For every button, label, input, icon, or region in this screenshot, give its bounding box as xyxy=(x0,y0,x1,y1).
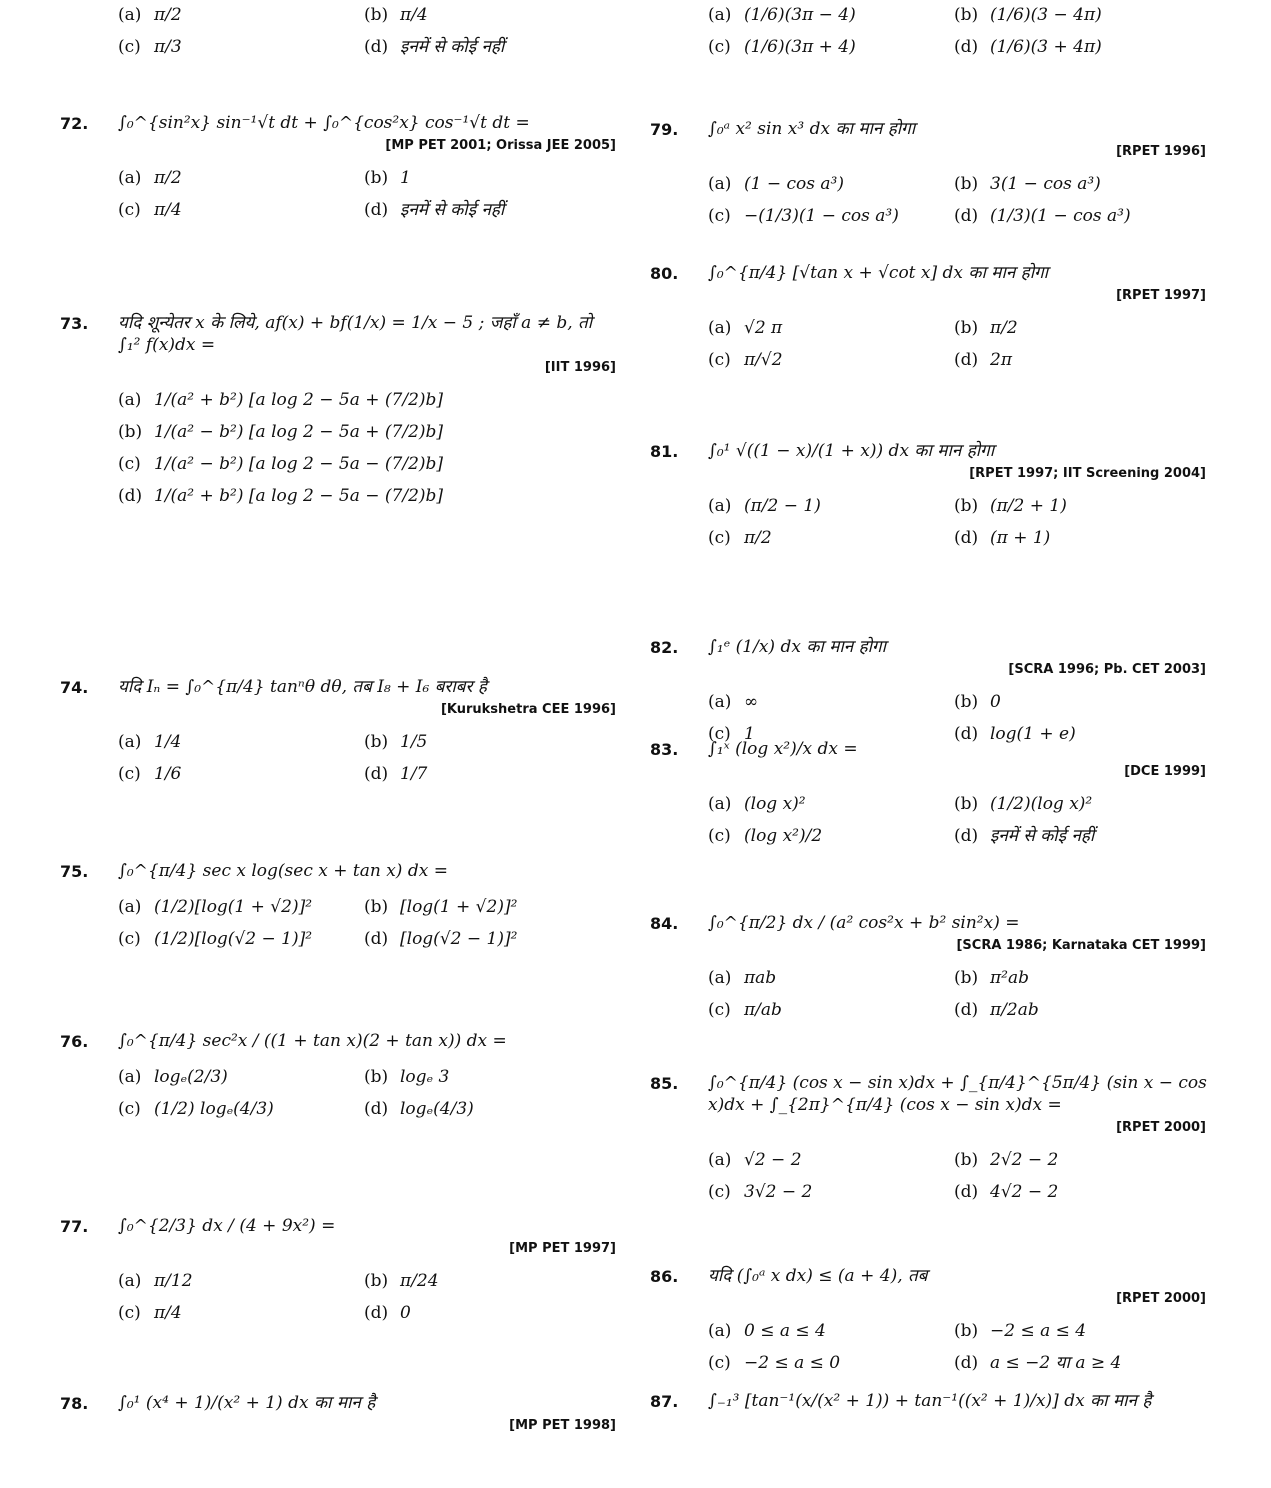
answer-option xyxy=(364,763,664,785)
option-text: (π/2 − 1) xyxy=(744,496,821,516)
option-text: 2√2 − 2 xyxy=(990,1150,1059,1170)
question-q82 xyxy=(650,636,1210,745)
option-label: (b) xyxy=(954,496,979,516)
option-label: (b) xyxy=(364,1271,389,1291)
option-text: 1/5 xyxy=(400,732,428,752)
answer-option xyxy=(364,167,664,189)
option-text: √2 − 2 xyxy=(744,1150,802,1170)
option-label: (d) xyxy=(954,350,979,370)
option-label: (a) xyxy=(708,318,732,338)
question-number: 76. xyxy=(60,1032,89,1051)
answer-option xyxy=(118,763,364,785)
question-stem-row xyxy=(60,860,620,882)
question-text: ∫₀^{sin²x} sin⁻¹√t dt + ∫₀^{cos²x} cos⁻¹√t dt = xyxy=(118,113,530,133)
exam-source-reference: [DCE 1999] xyxy=(1124,764,1206,779)
option-text: इनमें से कोई नहीं xyxy=(400,37,505,57)
option-text: π/2 xyxy=(154,5,182,25)
question-stem-row xyxy=(60,676,620,698)
answer-option xyxy=(954,999,1254,1021)
answer-option xyxy=(954,825,1254,847)
option-text: logₑ(2/3) xyxy=(154,1067,228,1087)
question-stem-row xyxy=(650,1265,1210,1287)
question-q81 xyxy=(650,440,1210,549)
option-label: (b) xyxy=(364,732,389,752)
answer-options xyxy=(708,317,1210,371)
question-q87 xyxy=(650,1390,1210,1412)
question-number: 75. xyxy=(60,862,89,881)
option-text: 1/4 xyxy=(154,732,182,752)
option-label: (a) xyxy=(708,1321,732,1341)
answer-options xyxy=(118,389,620,507)
question-stem-row xyxy=(650,440,1210,462)
question-stem-row xyxy=(60,1392,620,1414)
option-label: (b) xyxy=(954,174,979,194)
question-number: 79. xyxy=(650,120,679,139)
option-text: 1/(a² + b²) [a log 2 − 5a + (7/2)b] xyxy=(154,390,444,410)
answer-option xyxy=(118,421,664,443)
right-column xyxy=(650,0,1250,1488)
option-text: 1/(a² + b²) [a log 2 − 5a − (7/2)b] xyxy=(154,486,444,506)
question-q71-tail xyxy=(60,0,620,58)
question-stem-row xyxy=(60,312,620,356)
question-number: 83. xyxy=(650,740,679,759)
answer-options xyxy=(118,1066,620,1120)
option-text: (log x²)/2 xyxy=(744,826,823,846)
option-label: (d) xyxy=(364,1303,389,1323)
answer-option xyxy=(708,1149,954,1171)
answer-options xyxy=(708,495,1210,549)
option-text: (π + 1) xyxy=(990,528,1051,548)
exam-source-reference: [Kurukshetra CEE 1996] xyxy=(440,702,616,717)
option-label: (b) xyxy=(954,1150,979,1170)
option-text: (1/6)(3π + 4) xyxy=(744,37,856,57)
exam-source-reference: [MP PET 1997] xyxy=(509,1241,616,1256)
option-label: (a) xyxy=(118,168,142,188)
option-label: (c) xyxy=(708,724,731,744)
option-label: (a) xyxy=(118,1271,142,1291)
answer-option xyxy=(118,928,364,950)
option-text: −(1/3)(1 − cos a³) xyxy=(744,206,899,226)
answer-option xyxy=(954,173,1254,195)
question-text: यदि शून्येतर x के लिये, af(x) + bf(1/x) = 1/x − 5 ; जहाँ a ≠ b, तो ∫₁² f(x)dx = xyxy=(118,313,593,355)
question-text: ∫₀¹ (x⁴ + 1)/(x² + 1) dx का मान है xyxy=(118,1393,376,1413)
question-stem-row xyxy=(650,636,1210,658)
question-stem-row xyxy=(60,1215,620,1237)
answer-option xyxy=(364,1098,664,1120)
question-stem-row xyxy=(650,118,1210,140)
answer-option xyxy=(708,1320,954,1342)
answer-option xyxy=(118,731,364,753)
question-stem-row xyxy=(650,912,1210,934)
option-label: (c) xyxy=(118,764,141,784)
exam-source-reference: [RPET 1996] xyxy=(1116,144,1206,159)
question-text: ∫₀^{2/3} dx / (4 + 9x²) = xyxy=(118,1216,336,1236)
option-label: (d) xyxy=(364,1099,389,1119)
answer-option xyxy=(708,205,954,227)
option-text: 0 xyxy=(990,692,1001,712)
option-label: (b) xyxy=(118,422,143,442)
option-label: (a) xyxy=(118,5,142,25)
option-label: (d) xyxy=(954,724,979,744)
option-label: (a) xyxy=(708,174,732,194)
answer-option xyxy=(954,349,1254,371)
answer-option xyxy=(954,1352,1254,1374)
option-text: (1/6)(3 − 4π) xyxy=(990,5,1102,25)
answer-option xyxy=(708,527,954,549)
option-text: −2 ≤ a ≤ 4 xyxy=(990,1321,1087,1341)
exam-source-reference: [RPET 2000] xyxy=(1116,1120,1206,1135)
answer-option xyxy=(708,173,954,195)
answer-option xyxy=(954,205,1254,227)
question-text: ∫₀ᵃ x² sin x³ dx का मान होगा xyxy=(708,119,916,139)
question-q78 xyxy=(60,1392,620,1433)
question-number: 78. xyxy=(60,1394,89,1413)
option-text: π/2 xyxy=(154,168,182,188)
option-label: (c) xyxy=(708,826,731,846)
answer-option xyxy=(118,896,364,918)
answer-option xyxy=(708,317,954,339)
option-text: [log(1 + √2)]² xyxy=(400,897,518,917)
option-text: √2 π xyxy=(744,318,783,338)
option-text: (1/6)(3π − 4) xyxy=(744,5,856,25)
option-label: (b) xyxy=(954,968,979,988)
question-number: 77. xyxy=(60,1217,89,1236)
option-label: (a) xyxy=(708,968,732,988)
option-text: (1/6)(3 + 4π) xyxy=(990,37,1102,57)
option-label: (c) xyxy=(118,929,141,949)
answer-option xyxy=(954,691,1254,713)
option-label: (b) xyxy=(954,5,979,25)
answer-option xyxy=(708,967,954,989)
question-text: ∫₀^{π/4} sec²x / ((1 + tan x)(2 + tan x)) dx = xyxy=(118,1031,507,1051)
exam-source-reference: [RPET 1997; IIT Screening 2004] xyxy=(969,466,1206,481)
question-q80 xyxy=(650,262,1210,371)
answer-options xyxy=(708,173,1210,227)
option-text: 1/6 xyxy=(154,764,182,784)
option-label: (d) xyxy=(118,486,143,506)
option-text: 1/7 xyxy=(400,764,428,784)
answer-option xyxy=(118,36,364,58)
option-text: π/4 xyxy=(400,5,428,25)
question-text: ∫₁ᵉ (1/x) dx का मान होगा xyxy=(708,637,887,657)
question-number: 74. xyxy=(60,678,89,697)
answer-option xyxy=(118,199,364,221)
option-label: (b) xyxy=(954,1321,979,1341)
exam-source-reference: [IIT 1996] xyxy=(544,360,616,375)
answer-option xyxy=(118,1098,364,1120)
answer-option xyxy=(118,1302,364,1324)
option-text: π/4 xyxy=(154,200,182,220)
option-label: (b) xyxy=(364,1067,389,1087)
question-text: ∫₀¹ √((1 − x)/(1 + x)) dx का मान होगा xyxy=(708,441,995,461)
answer-option xyxy=(118,1270,364,1292)
option-text: logₑ 3 xyxy=(400,1067,450,1087)
option-label: (c) xyxy=(118,1303,141,1323)
option-text: π/√2 xyxy=(744,350,783,370)
option-label: (d) xyxy=(954,1182,979,1202)
answer-option xyxy=(118,167,364,189)
option-label: (c) xyxy=(708,350,731,370)
exam-source-reference: [RPET 1997] xyxy=(1116,288,1206,303)
option-text: π/ab xyxy=(744,1000,782,1020)
answer-option xyxy=(364,1302,664,1324)
option-label: (a) xyxy=(118,1067,142,1087)
question-q83 xyxy=(650,738,1210,847)
option-label: (d) xyxy=(954,826,979,846)
question-number: 86. xyxy=(650,1267,679,1286)
question-q79 xyxy=(650,118,1210,227)
answer-options xyxy=(708,4,1210,58)
option-text: −2 ≤ a ≤ 0 xyxy=(744,1353,841,1373)
answer-options xyxy=(118,896,620,950)
option-text: (1/3)(1 − cos a³) xyxy=(990,206,1131,226)
answer-option xyxy=(118,453,664,475)
question-text: ∫₋₁³ [tan⁻¹(x/(x² + 1)) + tan⁻¹((x² + 1)/x)] dx का मान है xyxy=(708,1391,1152,1411)
option-label: (b) xyxy=(954,692,979,712)
answer-options xyxy=(118,167,620,221)
option-label: (d) xyxy=(954,37,979,57)
question-stem-row xyxy=(650,1072,1210,1116)
option-label: (c) xyxy=(708,528,731,548)
option-text: 3√2 − 2 xyxy=(744,1182,813,1202)
option-label: (b) xyxy=(364,897,389,917)
exam-source-reference: [SCRA 1996; Pb. CET 2003] xyxy=(1008,662,1206,677)
question-text: यदि (∫₀ᵃ x dx) ≤ (a + 4), तब xyxy=(708,1266,928,1286)
answer-option xyxy=(118,4,364,26)
option-text: 1 xyxy=(744,724,755,744)
option-text: π/4 xyxy=(154,1303,182,1323)
option-text: (1/2) logₑ(4/3) xyxy=(154,1099,274,1119)
answer-options xyxy=(708,1320,1210,1374)
answer-option xyxy=(954,1149,1254,1171)
option-label: (d) xyxy=(364,37,389,57)
option-text: 3(1 − cos a³) xyxy=(990,174,1101,194)
exam-source-reference: [MP PET 1998] xyxy=(509,1418,616,1433)
answer-options xyxy=(118,4,620,58)
option-label: (a) xyxy=(118,732,142,752)
answer-options xyxy=(708,793,1210,847)
option-label: (a) xyxy=(708,692,732,712)
option-text: π/2ab xyxy=(990,1000,1039,1020)
option-label: (c) xyxy=(708,1000,731,1020)
question-q72 xyxy=(60,112,620,221)
option-label: (b) xyxy=(954,318,979,338)
answer-option xyxy=(708,36,954,58)
option-label: (c) xyxy=(118,200,141,220)
option-label: (b) xyxy=(364,5,389,25)
answer-option xyxy=(118,485,664,507)
answer-option xyxy=(954,317,1254,339)
question-number: 84. xyxy=(650,914,679,933)
question-q75 xyxy=(60,860,620,950)
option-text: इनमें से कोई नहीं xyxy=(400,200,505,220)
option-text: π/12 xyxy=(154,1271,193,1291)
question-q76 xyxy=(60,1030,620,1120)
answer-option xyxy=(364,731,664,753)
question-number: 82. xyxy=(650,638,679,657)
option-label: (a) xyxy=(118,897,142,917)
option-text: π/2 xyxy=(990,318,1018,338)
answer-option xyxy=(954,967,1254,989)
answer-option xyxy=(708,1352,954,1374)
option-text: 2π xyxy=(990,350,1012,370)
option-text: (1/2)[log(1 + √2)]² xyxy=(154,897,313,917)
option-label: (a) xyxy=(708,1150,732,1170)
option-label: (c) xyxy=(118,1099,141,1119)
answer-options xyxy=(708,1149,1210,1203)
option-text: π²ab xyxy=(990,968,1030,988)
question-stem-row xyxy=(650,262,1210,284)
question-number: 81. xyxy=(650,442,679,461)
option-label: (b) xyxy=(954,794,979,814)
option-text: 4√2 − 2 xyxy=(990,1182,1059,1202)
option-text: π/3 xyxy=(154,37,182,57)
option-label: (d) xyxy=(954,1000,979,1020)
answer-option xyxy=(708,4,954,26)
answer-options xyxy=(118,1270,620,1324)
question-text: ∫₀^{π/2} dx / (a² cos²x + b² sin²x) = xyxy=(708,913,1020,933)
option-text: ∞ xyxy=(744,692,759,712)
option-label: (d) xyxy=(954,206,979,226)
answer-option xyxy=(954,4,1254,26)
option-text: π/2 xyxy=(744,528,772,548)
question-q74 xyxy=(60,676,620,785)
answer-option xyxy=(954,793,1254,815)
question-stem-row xyxy=(60,112,620,134)
option-text: 1/(a² − b²) [a log 2 − 5a + (7/2)b] xyxy=(154,422,444,442)
option-label: (d) xyxy=(364,764,389,784)
answer-option xyxy=(364,1270,664,1292)
option-text: logₑ(4/3) xyxy=(400,1099,474,1119)
question-number: 87. xyxy=(650,1392,679,1411)
answer-option xyxy=(118,1066,364,1088)
answer-option xyxy=(954,495,1254,517)
option-text: 1 xyxy=(400,168,411,188)
answer-option xyxy=(364,4,664,26)
answer-option xyxy=(364,928,664,950)
option-label: (c) xyxy=(708,206,731,226)
answer-option xyxy=(708,495,954,517)
question-number: 80. xyxy=(650,264,679,283)
option-text: (1/2)(log x)² xyxy=(990,794,1093,814)
question-number: 72. xyxy=(60,114,89,133)
option-text: a ≤ −2 या a ≥ 4 xyxy=(990,1353,1122,1373)
answer-option xyxy=(954,527,1254,549)
answer-option xyxy=(954,1181,1254,1203)
exam-source-reference: [SCRA 1986; Karnataka CET 1999] xyxy=(956,938,1206,953)
option-label: (c) xyxy=(708,37,731,57)
answer-option xyxy=(708,999,954,1021)
answer-option xyxy=(708,1181,954,1203)
option-text: πab xyxy=(744,968,777,988)
answer-option xyxy=(708,349,954,371)
question-number: 85. xyxy=(650,1074,679,1093)
question-q78-tail xyxy=(650,0,1210,58)
answer-option xyxy=(118,389,664,411)
option-label: (c) xyxy=(708,1353,731,1373)
left-column xyxy=(60,0,660,1488)
option-label: (d) xyxy=(954,528,979,548)
option-label: (a) xyxy=(708,5,732,25)
option-text: 0 ≤ a ≤ 4 xyxy=(744,1321,826,1341)
answer-option xyxy=(708,793,954,815)
question-text: ∫₀^{π/4} sec x log(sec x + tan x) dx = xyxy=(118,861,448,881)
answer-option xyxy=(708,691,954,713)
question-number: 73. xyxy=(60,314,89,333)
option-label: (d) xyxy=(954,1353,979,1373)
question-q85 xyxy=(650,1072,1210,1203)
question-text: यदि Iₙ = ∫₀^{π/4} tanⁿθ dθ, तब I₈ + I₆ बराबर है xyxy=(118,677,487,697)
question-stem-row xyxy=(650,1390,1210,1412)
question-text: ∫₀^{π/4} [√tan x + √cot x] dx का मान होगा xyxy=(708,263,1049,283)
question-text: ∫₁ˣ (log x²)/x dx = xyxy=(708,739,858,759)
option-label: (d) xyxy=(364,200,389,220)
question-q73 xyxy=(60,312,620,507)
answer-options xyxy=(118,731,620,785)
answer-option xyxy=(954,1320,1254,1342)
option-text: [log(√2 − 1)]² xyxy=(400,929,518,949)
answer-option xyxy=(364,896,664,918)
answer-option xyxy=(364,36,664,58)
option-text: (1/2)[log(√2 − 1)]² xyxy=(154,929,313,949)
option-text: इनमें से कोई नहीं xyxy=(990,826,1095,846)
answer-options xyxy=(708,967,1210,1021)
option-label: (b) xyxy=(364,168,389,188)
option-label: (d) xyxy=(364,929,389,949)
question-q77 xyxy=(60,1215,620,1324)
answer-option xyxy=(364,1066,664,1088)
option-label: (a) xyxy=(118,390,142,410)
option-text: (log x)² xyxy=(744,794,806,814)
answer-option xyxy=(708,825,954,847)
question-q86 xyxy=(650,1265,1210,1374)
answer-option xyxy=(954,36,1254,58)
option-text: (π/2 + 1) xyxy=(990,496,1067,516)
option-label: (c) xyxy=(118,37,141,57)
answer-options xyxy=(708,691,1210,745)
question-stem-row xyxy=(650,738,1210,760)
answer-option xyxy=(364,199,664,221)
exam-source-reference: [MP PET 2001; Orissa JEE 2005] xyxy=(385,138,616,153)
question-q84 xyxy=(650,912,1210,1021)
exam-source-reference: [RPET 2000] xyxy=(1116,1291,1206,1306)
option-text: 0 xyxy=(400,1303,411,1323)
option-text: log(1 + e) xyxy=(990,724,1076,744)
question-text: ∫₀^{π/4} (cos x − sin x)dx + ∫_{π/4}^{5π/4} (sin x − cos x)dx + ∫_{2π}^{π/4} (cos x − sin x)dx = xyxy=(708,1073,1207,1115)
option-label: (a) xyxy=(708,794,732,814)
option-text: 1/(a² − b²) [a log 2 − 5a − (7/2)b] xyxy=(154,454,444,474)
question-stem-row xyxy=(60,1030,620,1052)
option-text: (1 − cos a³) xyxy=(744,174,844,194)
option-label: (a) xyxy=(708,496,732,516)
option-text: π/24 xyxy=(400,1271,439,1291)
option-label: (c) xyxy=(118,454,141,474)
option-label: (c) xyxy=(708,1182,731,1202)
